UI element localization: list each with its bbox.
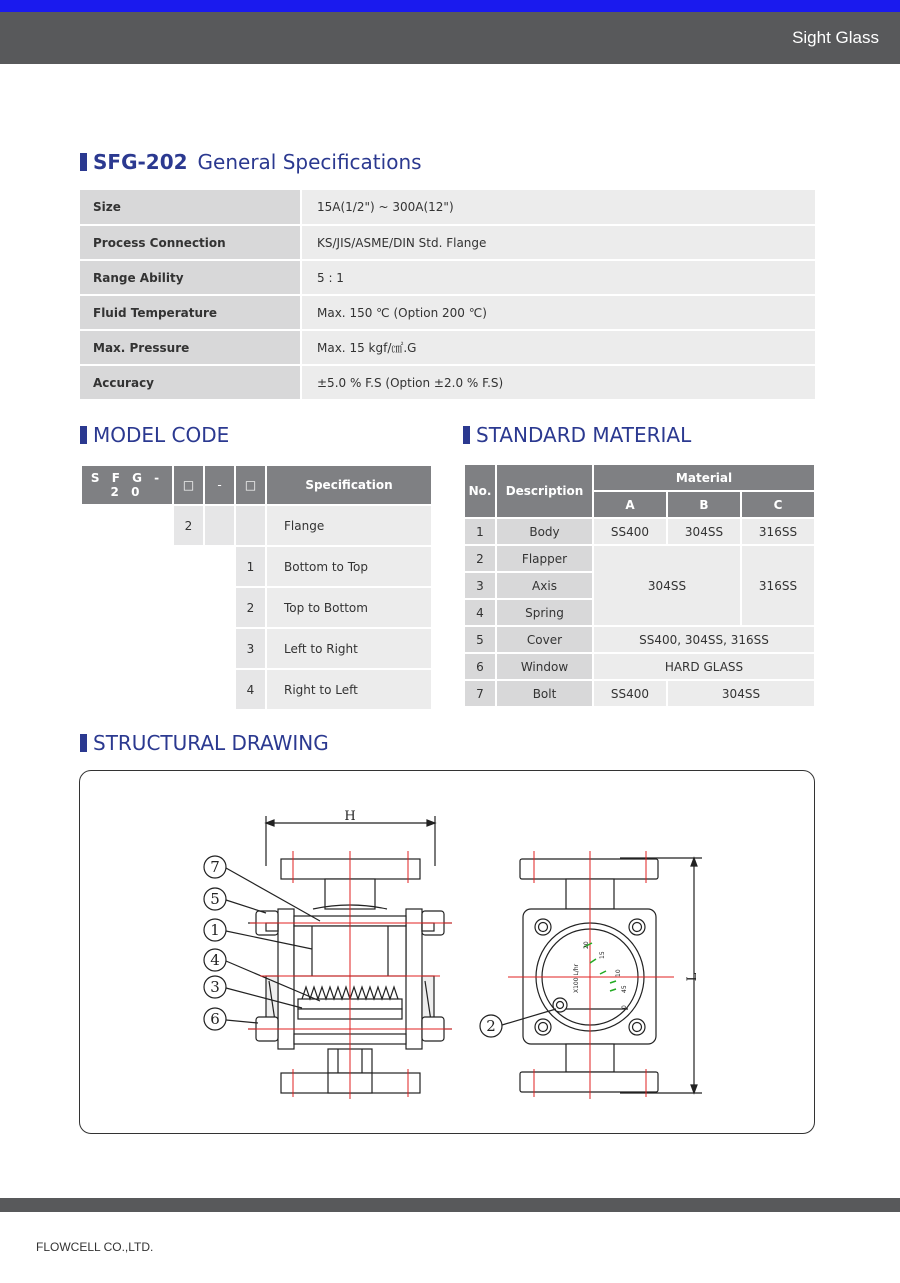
option-code: 4 bbox=[235, 669, 266, 710]
footer-bar bbox=[0, 1198, 900, 1212]
general-spec-table bbox=[80, 190, 815, 401]
table-row: 3 Axis bbox=[464, 572, 815, 599]
scale-tick: 15 bbox=[599, 951, 606, 959]
section-marker bbox=[80, 153, 87, 171]
col-a: A bbox=[593, 491, 667, 518]
structural-drawing bbox=[80, 771, 816, 1135]
structural-drawing-frame bbox=[79, 770, 815, 1134]
material-heading bbox=[463, 423, 691, 447]
table-row: 6 Window HARD GLASS bbox=[464, 653, 815, 680]
callout-6: 6 bbox=[210, 1010, 220, 1028]
option-label: Left to Right bbox=[266, 628, 432, 669]
section-marker bbox=[80, 734, 87, 752]
spec-header: Specification bbox=[266, 465, 432, 505]
general-spec-heading bbox=[80, 150, 422, 174]
drawing-heading bbox=[80, 731, 329, 755]
spec-label: Fluid Temperature bbox=[80, 295, 301, 330]
top-accent-stripe bbox=[0, 0, 900, 12]
option-code: 3 bbox=[235, 628, 266, 669]
model-code-heading bbox=[80, 423, 229, 447]
company-name: FLOWCELL CO.,LTD. bbox=[36, 1240, 154, 1254]
dimension-l-label: L bbox=[685, 972, 700, 982]
drawing-title: STRUCTURAL DRAWING bbox=[93, 731, 329, 755]
col-description: Description bbox=[496, 464, 593, 518]
material-title: STANDARD MATERIAL bbox=[476, 423, 692, 447]
spec-value: ±5.0 % F.S (Option ±2.0 % F.S) bbox=[301, 365, 815, 400]
option-code: 1 bbox=[235, 546, 266, 587]
table-row bbox=[80, 295, 815, 330]
table-row: 7 Bolt SS400 304SS bbox=[464, 680, 815, 707]
material-table bbox=[463, 463, 816, 708]
spec-label: Process Connection bbox=[80, 225, 301, 260]
spec-value: Max. 15 kgf/㎠.G bbox=[301, 330, 815, 365]
col-c: C bbox=[741, 491, 815, 518]
table-row bbox=[80, 365, 815, 400]
table-row bbox=[80, 330, 815, 365]
table-row: 4 Spring bbox=[464, 599, 815, 626]
callout-7: 7 bbox=[210, 858, 220, 876]
scale-tick: 20 bbox=[583, 941, 590, 949]
section-marker bbox=[463, 426, 470, 444]
model-name: SFG-202 bbox=[93, 150, 188, 174]
callout-3: 3 bbox=[210, 978, 220, 996]
option-code: 2 bbox=[235, 587, 266, 628]
col-material: Material bbox=[593, 464, 815, 491]
scale-tick: 10 bbox=[615, 969, 622, 977]
code-box: □ bbox=[235, 465, 266, 505]
table-row: 1 Body SS400 304SS 316SS bbox=[464, 518, 815, 545]
table-row: 5 Cover SS400, 304SS, 316SS bbox=[464, 626, 815, 653]
flange-code: 2 bbox=[173, 505, 204, 546]
scale-tick: 45 bbox=[621, 985, 628, 993]
page-title: Sight Glass bbox=[792, 28, 879, 47]
scale-tick: 0 bbox=[621, 1005, 628, 1009]
option-label: Bottom to Top bbox=[266, 546, 432, 587]
table-row bbox=[80, 225, 815, 260]
callout-5: 5 bbox=[210, 890, 220, 908]
table-row: 2 Flapper 304SS 316SS bbox=[464, 545, 815, 572]
model-code-prefix: S F G - 2 0 bbox=[81, 465, 173, 505]
callout-2: 2 bbox=[486, 1017, 496, 1035]
col-no: No. bbox=[464, 464, 496, 518]
flange-label: Flange bbox=[266, 505, 432, 546]
col-b: B bbox=[667, 491, 741, 518]
dimension-h-label: H bbox=[344, 809, 356, 824]
header-bar bbox=[0, 12, 900, 64]
table-row bbox=[80, 190, 815, 225]
option-label: Right to Left bbox=[266, 669, 432, 710]
option-label: Top to Bottom bbox=[266, 587, 432, 628]
spec-value: KS/JIS/ASME/DIN Std. Flange bbox=[301, 225, 815, 260]
scale-unit: X100 L/hr bbox=[573, 963, 580, 993]
callout-4: 4 bbox=[210, 951, 220, 969]
spec-value: 15A(1/2") ~ 300A(12") bbox=[301, 190, 815, 225]
spec-value: Max. 150 ℃ (Option 200 ℃) bbox=[301, 295, 815, 330]
code-box: □ bbox=[173, 465, 204, 505]
code-dash: - bbox=[204, 465, 235, 505]
model-code-title: MODEL CODE bbox=[93, 423, 230, 447]
spec-label: Range Ability bbox=[80, 260, 301, 295]
table-row bbox=[80, 260, 815, 295]
model-code-table bbox=[80, 464, 433, 711]
section-marker bbox=[80, 426, 87, 444]
spec-label: Accuracy bbox=[80, 365, 301, 400]
callout-1: 1 bbox=[210, 921, 220, 939]
spec-label: Max. Pressure bbox=[80, 330, 301, 365]
general-spec-title: General Specifications bbox=[197, 150, 422, 174]
spec-label: Size bbox=[80, 190, 301, 225]
spec-value: 5 : 1 bbox=[301, 260, 815, 295]
